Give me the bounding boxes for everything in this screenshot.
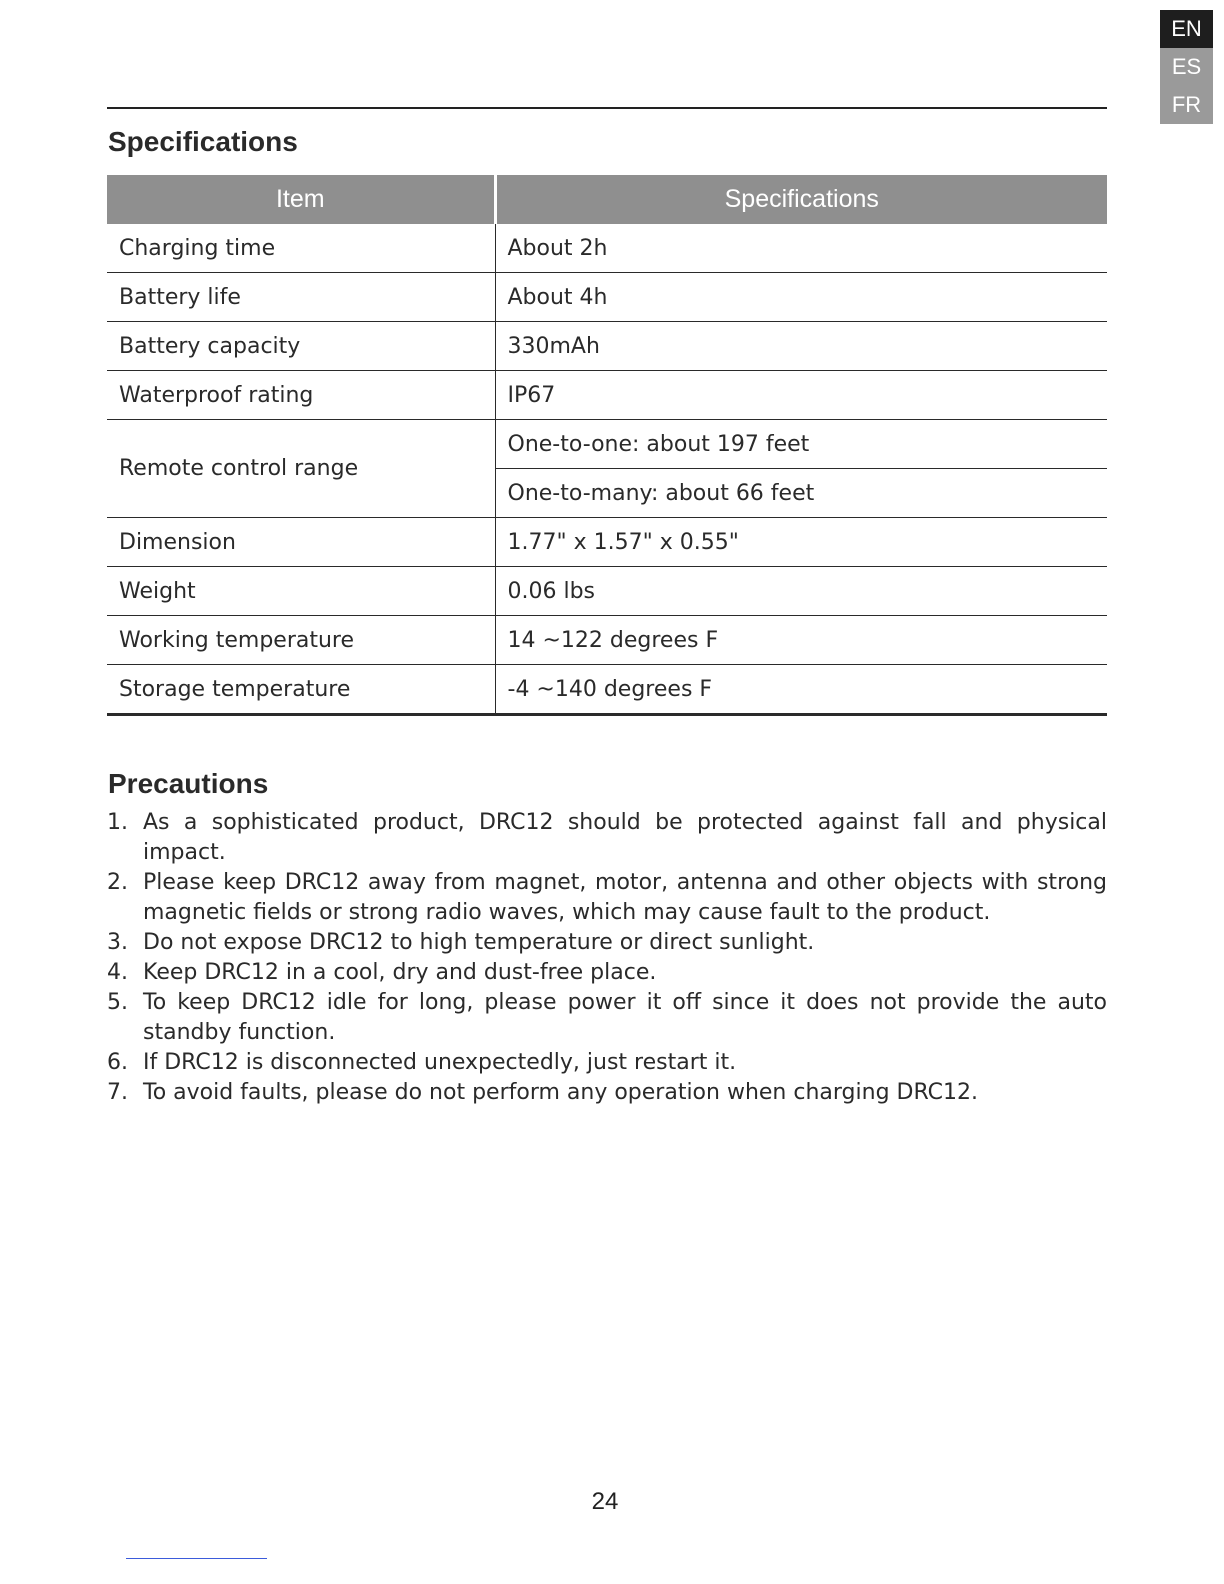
precautions-title: Precautions	[108, 768, 269, 799]
list-item-text: To avoid faults, please do not perform any operation when charging DRC12.	[143, 1080, 979, 1105]
table-row	[107, 665, 1107, 715]
table-row	[107, 322, 1107, 371]
list-item-text: Please keep DRC12 away from magnet, motor, antenna and other objects with strong magnetic fields or strong radio waves, which may cause fault to the product.	[143, 870, 1107, 925]
list-item-number: 7.	[107, 1080, 128, 1105]
list-item-number: 2.	[107, 870, 128, 895]
spec-item: Working temperature	[107, 616, 495, 665]
list-item	[107, 988, 1107, 1048]
spec-item: Remote control range	[107, 420, 495, 518]
header-specifications: Specifications	[495, 175, 1107, 224]
table-row	[107, 273, 1107, 322]
table-header-row	[107, 175, 1107, 224]
spec-value: About 2h	[507, 235, 608, 261]
tab-es[interactable]: ES	[1160, 48, 1213, 86]
list-item-number: 1.	[107, 810, 128, 835]
spec-value: 14 ~122 degrees F	[495, 616, 1107, 665]
spec-value: One-to-one: about 197 feet	[495, 420, 1107, 469]
table-row	[107, 616, 1107, 665]
list-item-text: Do not expose DRC12 to high temperature or direct sunlight.	[143, 930, 815, 955]
list-item	[107, 808, 1107, 868]
table-row	[107, 420, 1107, 469]
spec-value: One-to-many: about 66 feet	[495, 469, 1107, 518]
spec-item: Dimension	[107, 518, 495, 567]
table-row	[107, 567, 1107, 616]
spec-item: Weight	[107, 567, 495, 616]
tab-fr[interactable]: FR	[1160, 86, 1213, 124]
list-item	[107, 1078, 1107, 1108]
specifications-table	[107, 175, 1107, 716]
specifications-title: Specifications	[108, 126, 298, 157]
list-item-number: 5.	[107, 990, 128, 1015]
top-divider	[107, 107, 1107, 109]
spec-value: 1.77" x 1.57" x 0.55"	[495, 518, 1107, 567]
spec-item: Charging time	[107, 224, 495, 273]
table-row	[107, 518, 1107, 567]
footer-divider	[126, 1558, 267, 1559]
list-item-text: To keep DRC12 idle for long, please power it off since it does not provide the auto standby function.	[143, 990, 1107, 1045]
spec-item: Battery life	[107, 273, 495, 322]
list-item	[107, 868, 1107, 928]
spec-value: -4 ~140 degrees F	[495, 665, 1107, 715]
list-item	[107, 958, 1107, 988]
spec-value: 330mAh	[495, 322, 1107, 371]
spec-value: IP67	[495, 371, 1107, 420]
precautions-list	[107, 808, 1107, 1108]
list-item	[107, 928, 1107, 958]
spec-value: About 4h	[495, 273, 1107, 322]
list-item	[107, 1048, 1107, 1078]
language-tabs	[1160, 10, 1213, 124]
table-row	[107, 224, 1107, 273]
list-item-number: 3.	[107, 930, 128, 955]
spec-item: Battery capacity	[107, 322, 495, 371]
tab-en[interactable]: EN	[1160, 10, 1213, 48]
list-item-text: Keep DRC12 in a cool, dry and dust-free place.	[143, 960, 657, 985]
spec-item: Storage temperature	[107, 665, 495, 715]
list-item-number: 4.	[107, 960, 128, 985]
table-row	[107, 371, 1107, 420]
spec-value: 0.06 lbs	[495, 567, 1107, 616]
list-item-number: 6.	[107, 1050, 128, 1075]
list-item-text: If DRC12 is disconnected unexpectedly, just restart it.	[143, 1050, 737, 1075]
header-item: Item	[107, 175, 495, 224]
list-item-text: As a sophisticated product, DRC12 should be protected against fall and physical impact.	[143, 810, 1107, 865]
page-number: 24	[591, 1488, 619, 1515]
spec-item: Waterproof rating	[107, 371, 495, 420]
